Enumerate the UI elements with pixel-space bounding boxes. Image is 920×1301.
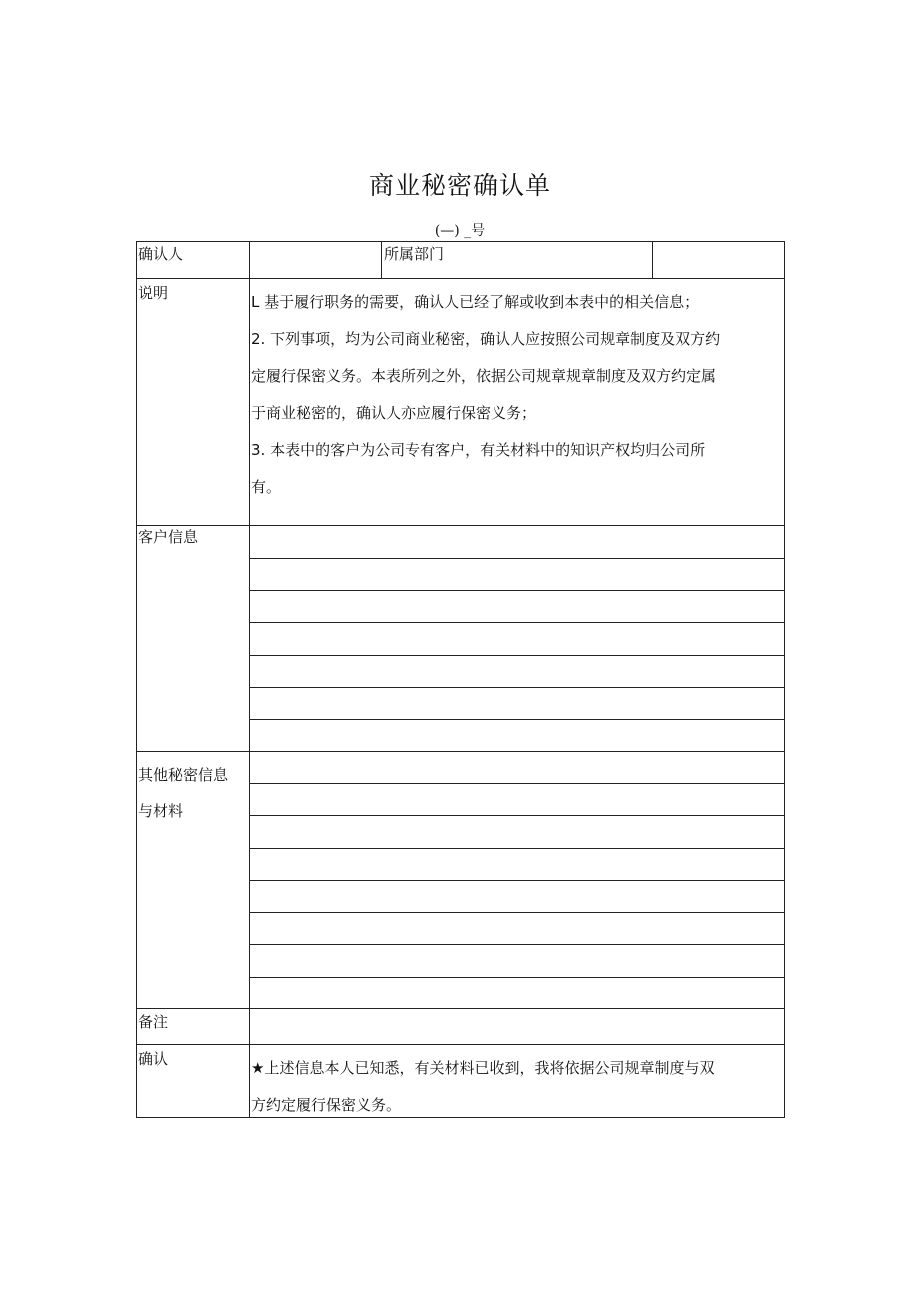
customer-row-line: [249, 558, 785, 559]
other-row-line: [249, 815, 785, 816]
other-secrets-label-line1: 其他秘密信息: [138, 766, 229, 784]
confirmer-label: 确认人: [138, 245, 184, 263]
other-row-line: [249, 977, 785, 978]
customer-row-line: [249, 687, 785, 688]
label-column-divider: [249, 241, 250, 1118]
other-row-line: [249, 912, 785, 913]
customer-row-line: [249, 655, 785, 656]
document-title: 商业秘密确认单: [368, 171, 551, 200]
section-line-remarks: [136, 1044, 785, 1045]
notes-line-3: 定履行保密义务。本表所列之外，依据公司规章规章制度及双方约定属: [251, 367, 717, 385]
confirmation-line-1: ★上述信息本人已知悉，有关材料已收到，我将依据公司规章制度与双: [251, 1059, 715, 1077]
confirmation-line-2: 方约定履行保密义务。: [251, 1096, 402, 1114]
customer-row-line: [249, 622, 785, 623]
section-line-header: [136, 278, 785, 279]
notes-line-5: 3. 本表中的客户为公司专有客户，有关材料中的知识产权均归公司所: [251, 441, 706, 459]
header-divider-1: [381, 241, 382, 279]
remarks-field[interactable]: [252, 1012, 782, 1040]
other-secrets-label-line2: 与材料: [138, 802, 184, 820]
other-row-line: [249, 783, 785, 784]
notes-line-6: 有。: [251, 478, 282, 496]
customer-row-line: [249, 590, 785, 591]
confirmation-label: 确认: [138, 1050, 169, 1068]
notes-line-1: L 基于履行职务的需要，确认人已经了解或收到本表中的相关信息；: [251, 293, 700, 311]
department-label: 所属部门: [384, 245, 445, 263]
other-row-line: [249, 880, 785, 881]
customer-row-line: [249, 719, 785, 720]
notes-label: 说明: [138, 284, 169, 302]
confirmer-field[interactable]: [252, 244, 378, 274]
confirmation-text: [251, 1050, 783, 1124]
remarks-label: 备注: [138, 1013, 169, 1031]
section-line-customer: [136, 751, 785, 752]
section-line-notes: [136, 525, 785, 526]
notes-line-4: 于商业秘密的，确认人亦应履行保密义务；: [251, 404, 537, 422]
header-divider-2: [652, 241, 653, 279]
department-field[interactable]: [655, 244, 781, 274]
notes-text: [251, 284, 783, 506]
other-row-line: [249, 848, 785, 849]
other-row-line: [249, 944, 785, 945]
document-number: (—) _号: [434, 223, 486, 239]
customer-info-label: 客户信息: [138, 528, 199, 546]
notes-line-2: 2. 下列事项，均为公司商业秘密，确认人应按照公司规章制度及双方约: [251, 330, 721, 348]
section-line-other: [136, 1008, 785, 1009]
